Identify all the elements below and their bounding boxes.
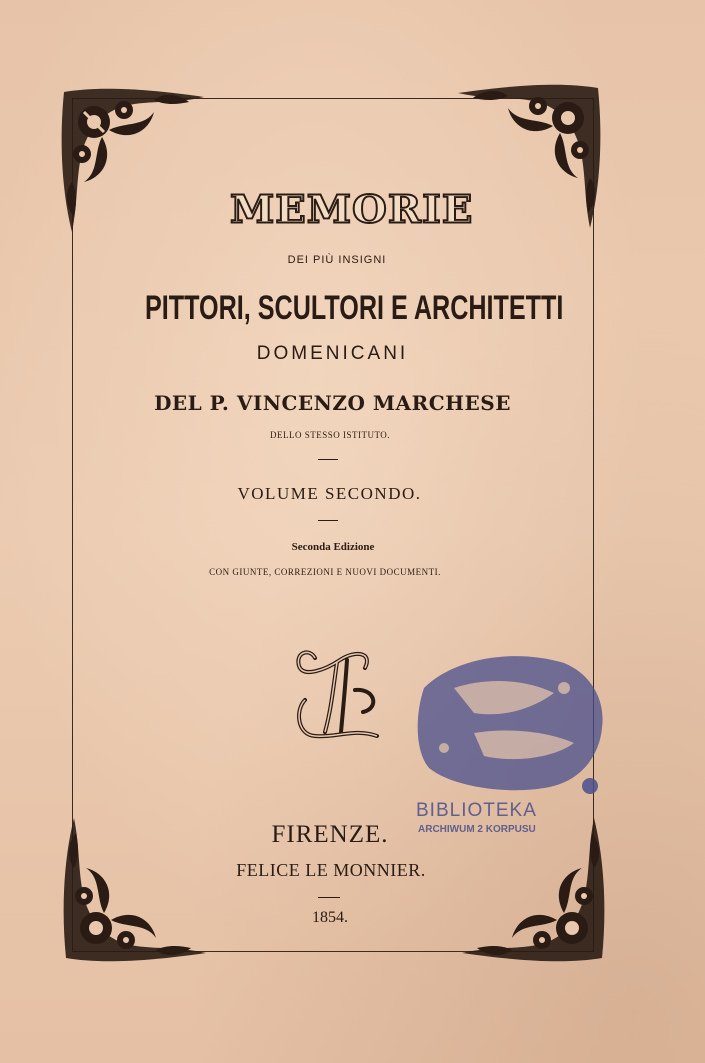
imprint-publisher: FELICE LE MONNIER. (236, 860, 426, 880)
library-stamp-icon (414, 648, 608, 798)
imprint-year: 1854. (312, 909, 348, 926)
divider (318, 459, 338, 460)
book-title: MEMORIE (230, 187, 474, 232)
order-name: DOMENICANI (256, 343, 409, 364)
subtitle-small: DEI PIÙ INSIGNI (287, 254, 387, 266)
divider (318, 897, 340, 898)
author-line: DEL P. VINCENZO MARCHESE (154, 391, 511, 415)
volume-label: VOLUME SECONDO. (237, 484, 422, 503)
subtitle-main: PITTORI, SCULTORI E ARCHITETTI (145, 289, 564, 327)
stamp-library-name: BIBLIOTEKA (416, 800, 537, 821)
divider (318, 520, 338, 521)
corner-ornament-icon (56, 808, 216, 968)
edition-note: CON GIUNTE, CORREZIONI E NUOVI DOCUMENTI. (209, 567, 441, 577)
author-note: DELLO STESSO ISTITUTO. (269, 430, 391, 440)
corner-ornament-icon (54, 82, 214, 242)
edition-label: Seconda Edizione (291, 541, 375, 553)
imprint-city: FIRENZE. (271, 821, 389, 848)
publisher-monogram-icon (285, 640, 385, 750)
stamp-archive-name: ARCHIWUM 2 KORPUSU (418, 824, 536, 835)
